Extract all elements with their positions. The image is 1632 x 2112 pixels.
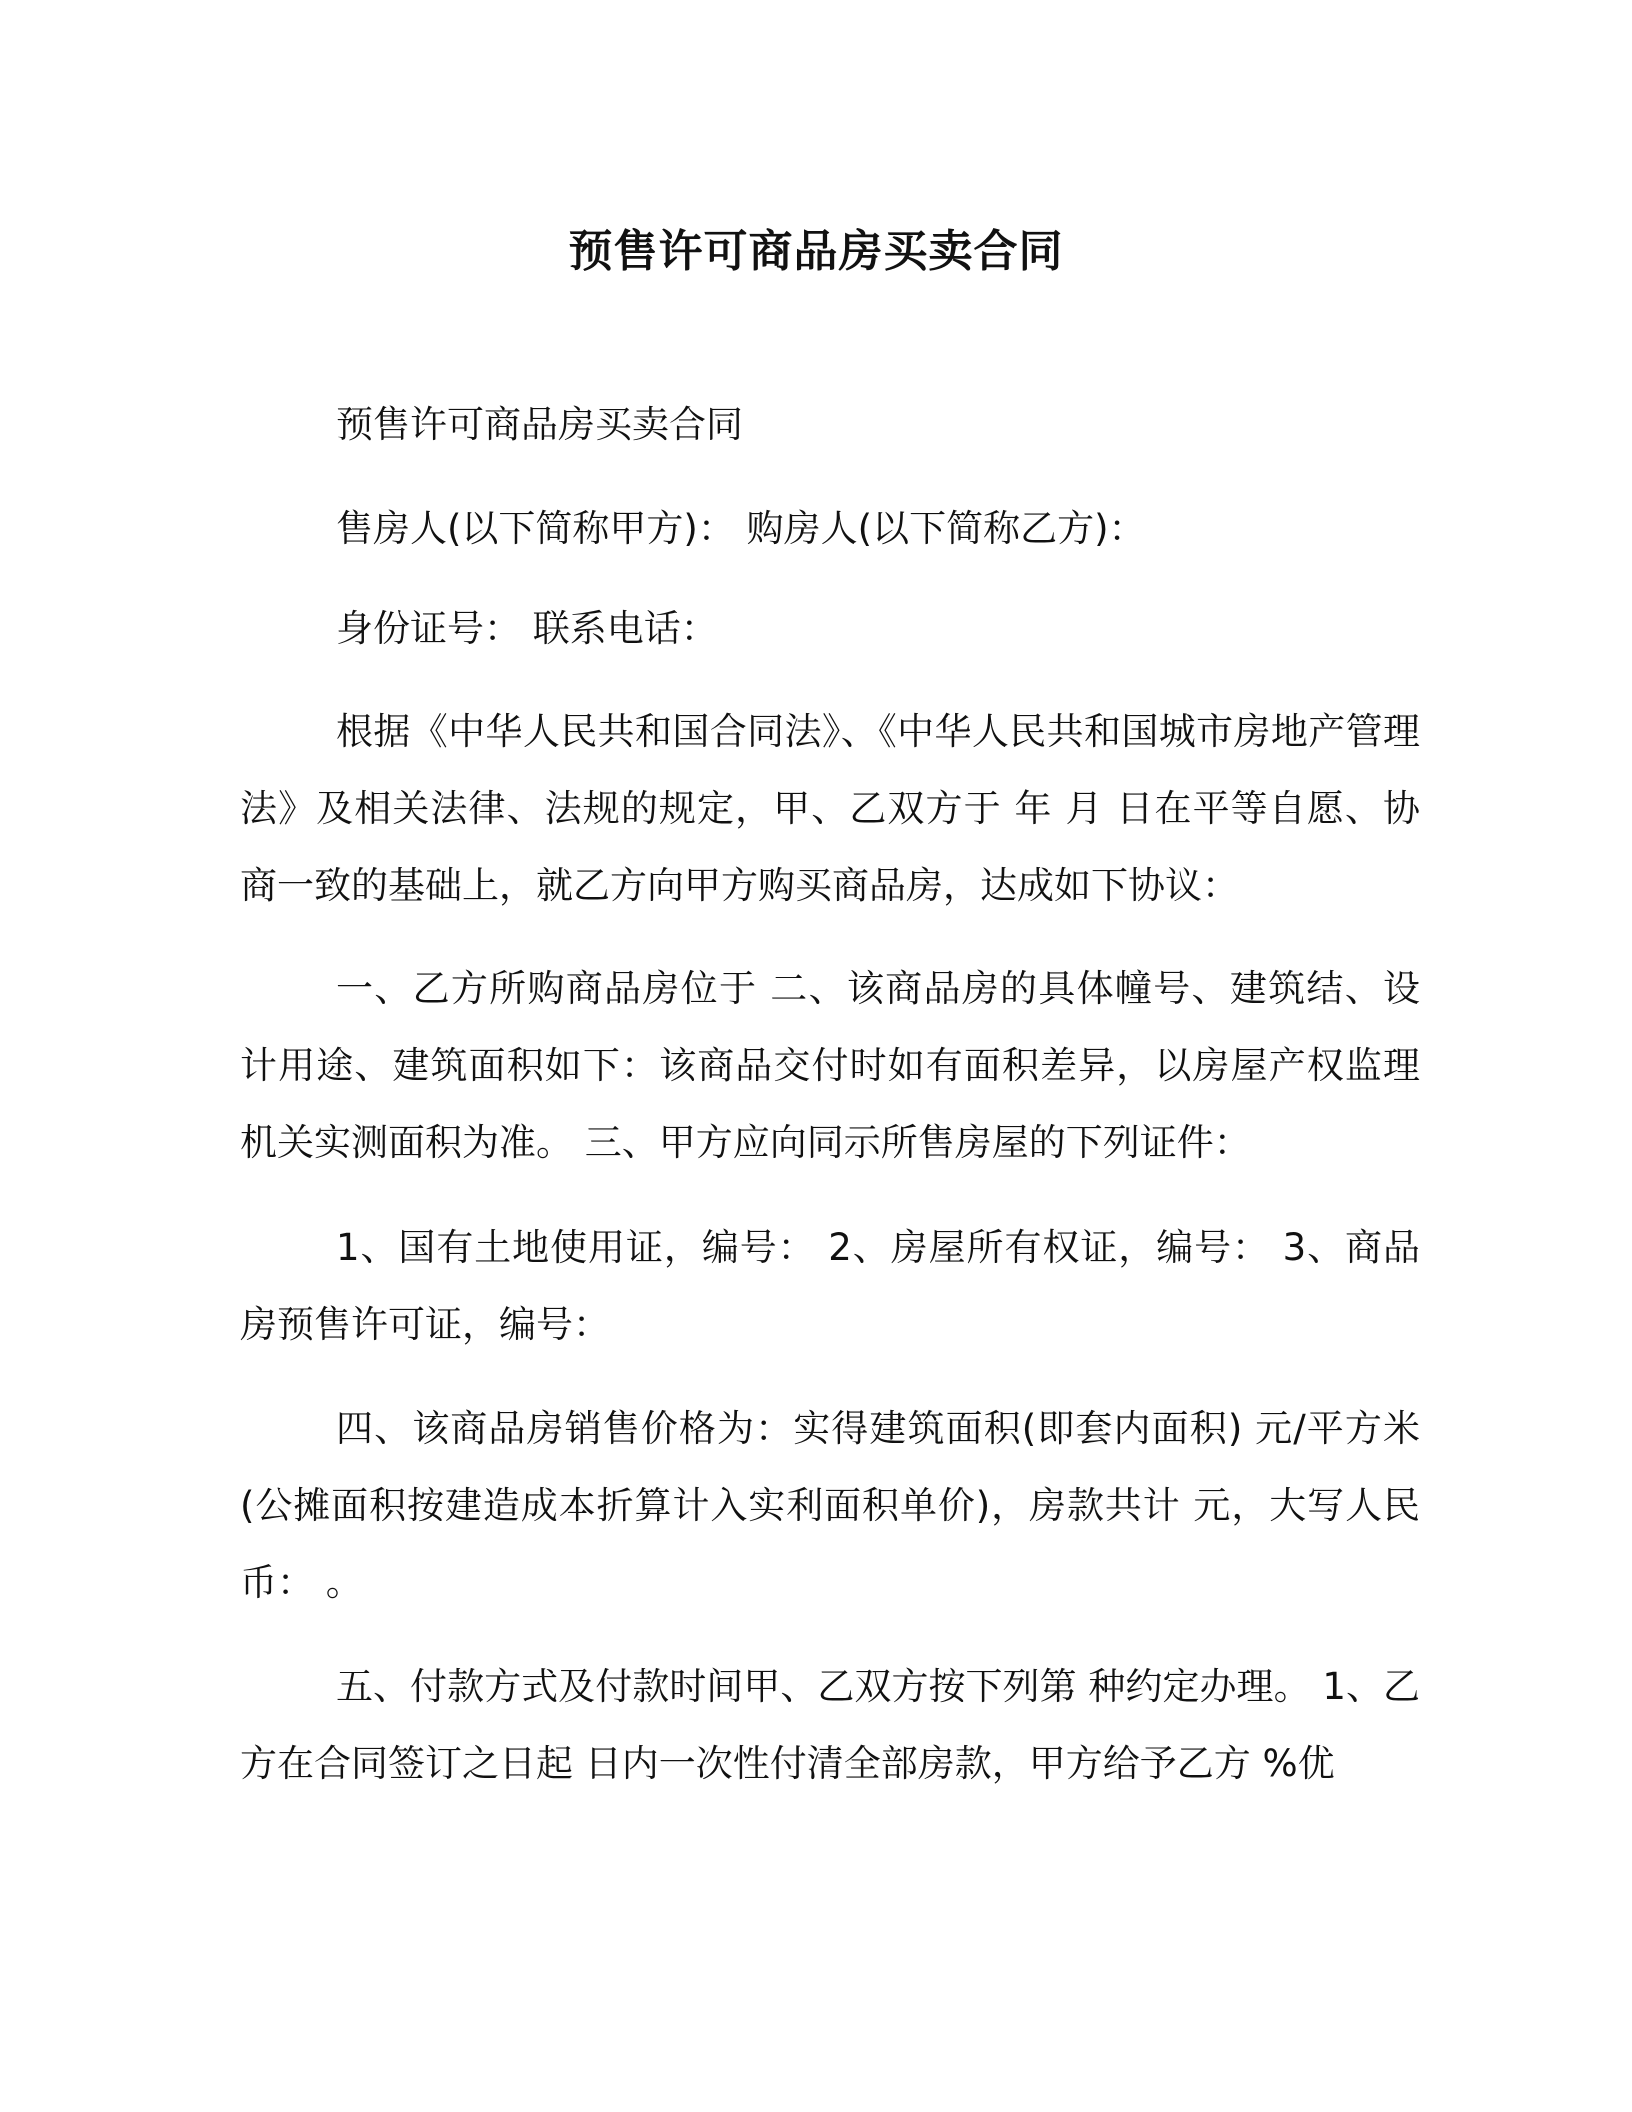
paragraph-clause-4-price: 四、该商品房销售价格为：实得建筑面积(即套内面积) 元/平方米(公摊面积按建造成本折算计入实利面积单价)，房款共计 元，大写人民币： 。 xyxy=(240,1407,1420,1604)
document-title: 预售许可商品房买卖合同 xyxy=(568,226,1064,277)
paragraph-heading: 预售许可商品房买卖合同 xyxy=(336,403,743,446)
paragraph-parties: 售房人(以下简称甲方)： 购房人(以下简称乙方)： xyxy=(336,507,1146,550)
paragraph-id-phone: 身份证号： 联系电话： xyxy=(336,607,718,650)
paragraph-clause-5-payment: 五、付款方式及付款时间甲、乙双方按下列第 种约定办理。 1、乙方在合同签订之日起 日内一次性付清全部房款，甲方给予乙方 %优 xyxy=(240,1665,1420,1785)
paragraph-clause-1-3: 一、乙方所购商品房位于 二、该商品房的具体幢号、建筑结、设计用途、建筑面积如下：该商品交付时如有面积差异，以房屋产权监理机关实测面积为准。 三、甲方应向同示所售房屋的下列证件： xyxy=(240,967,1420,1164)
paragraph-legal-basis: 根据《中华人民共和国合同法》、《中华人民共和国城市房地产管理法》及相关法律、法规的规定，甲、乙双方于 年 月 日在平等自愿、协商一致的基础上，就乙方向甲方购买商品房，达成如下协议： xyxy=(240,710,1420,907)
paragraph-certificates: 1、国有土地使用证，编号： 2、房屋所有权证，编号： 3、商品房预售许可证，编号： xyxy=(240,1226,1420,1346)
